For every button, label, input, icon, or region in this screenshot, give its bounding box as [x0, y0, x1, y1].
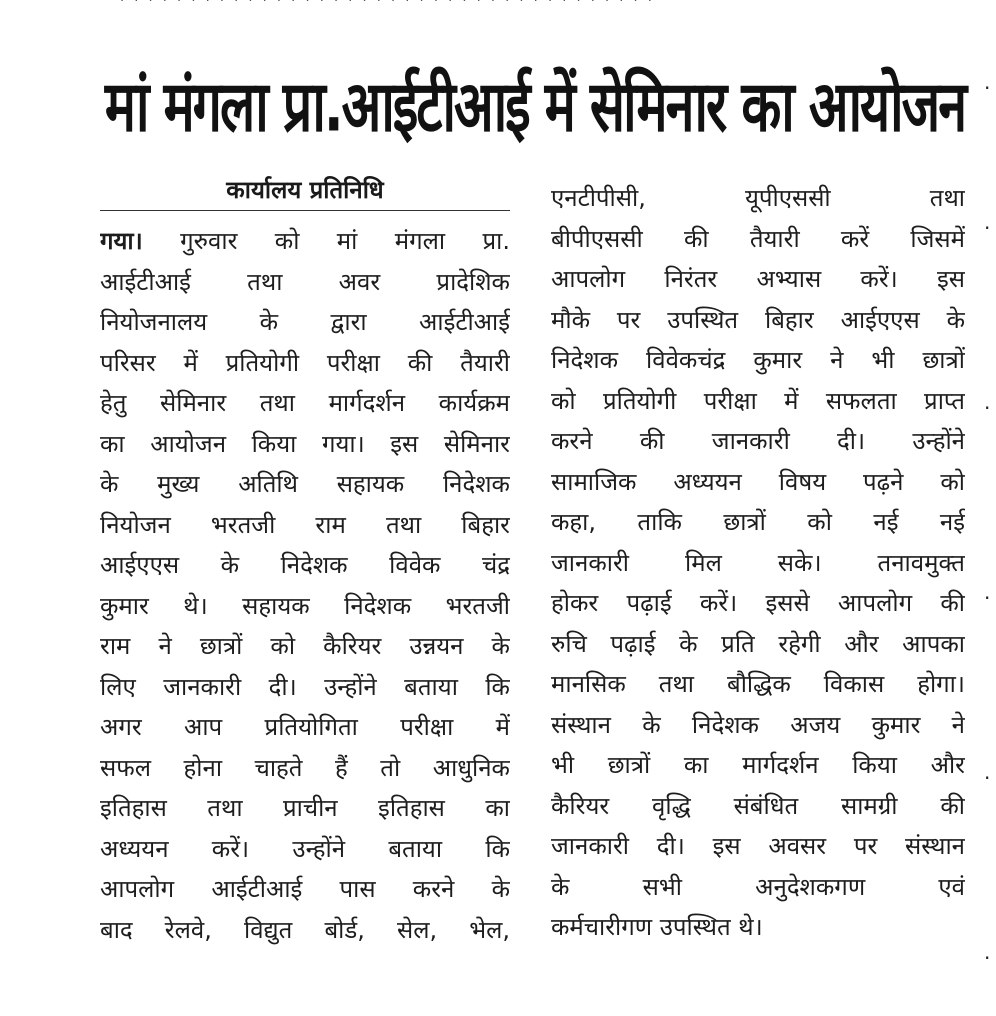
text-line: सामाजिक अध्ययन विषय पढ़ने को — [551, 467, 965, 496]
text-line: नियोजनालय के द्वारा आईटीआई — [100, 308, 510, 336]
text-line: आपलोग आईटीआई पास करने के — [100, 875, 510, 903]
byline: कार्यालय प्रतिनिधि — [226, 176, 384, 204]
adjacent-column-edge: . . . . . . — [984, 70, 991, 964]
article-column-left — [100, 221, 510, 950]
byline-divider — [100, 210, 510, 211]
text-line: नियोजन भरतजी राम तथा बिहार — [100, 510, 510, 539]
text-line: अगर आप प्रतियोगिता परीक्षा में — [100, 713, 510, 741]
text-line: कुमार थे। सहायक निदेशक भरतजी — [100, 591, 510, 620]
text-line: इतिहास तथा प्राचीन इतिहास का — [100, 794, 510, 822]
text-line: परिसर में प्रतियोगी परीक्षा की तैयारी — [100, 348, 510, 377]
text-line: कर्मचारीगण उपस्थित थे। — [551, 913, 763, 941]
text-line: का आयोजन किया गया। इस सेमिनार — [100, 429, 510, 458]
text-line: करने की जानकारी दी। उन्होंने — [551, 427, 965, 455]
text-line: मौके पर उपस्थित बिहार आईएएस के — [551, 305, 965, 334]
text-line: कैरियर वृद्धि संबंधित सामग्री की — [551, 791, 965, 820]
previous-article-strip: · · · · · · · · · · · · · · · · · · · · · · · · · · · · · · · · · · · · · · — [120, 0, 655, 9]
text-line: हेतु सेमिनार तथा मार्गदर्शन कार्यक्रम — [100, 389, 510, 417]
text-line: कहा, ताकि छात्रों को नई नई — [551, 508, 965, 536]
text-line: जानकारी दी। इस अवसर पर संस्थान — [551, 832, 965, 860]
text-line: रुचि पढ़ाई के प्रति रहेगी और आपका — [551, 629, 965, 658]
article-headline: मां मंगला प्रा.आईटीआई में सेमिनार का आयोजन — [104, 67, 966, 148]
dateline: गया। — [100, 227, 143, 255]
text-line: आपलोग निरंतर अभ्यास करें। इस — [551, 265, 965, 293]
text-line: मानसिक तथा बौद्धिक विकास होगा। — [551, 670, 965, 698]
text-line: आईएएस के निदेशक विवेक चंद्र — [100, 551, 510, 579]
text-line: बाद रेलवे, विद्युत बोर्ड, सेल, भेल, — [100, 915, 510, 944]
text-line: आईटीआई तथा अवर प्रादेशिक — [100, 267, 510, 296]
next-article-headline-cropped — [560, 992, 960, 1016]
text-line: राम ने छात्रों को कैरियर उन्नयन के — [100, 632, 510, 660]
text-line: गया। गुरुवार को मां मंगला प्रा. — [100, 227, 510, 255]
text-line: के मुख्य अतिथि सहायक निदेशक — [100, 470, 510, 498]
article-column-right — [551, 178, 965, 948]
text-line: के सभी अनुदेशकगण एवं — [551, 872, 965, 901]
text-line: होकर पढ़ाई करें। इससे आपलोग की — [551, 589, 965, 617]
text-line: अध्ययन करें। उन्होंने बताया कि — [100, 834, 510, 863]
text-line: जानकारी मिल सके। तनावमुक्त — [551, 548, 965, 577]
text-line: निदेशक विवेकचंद्र कुमार ने भी छात्रों — [551, 346, 965, 374]
text-line: सफल होना चाहते हैं तो आधुनिक — [100, 753, 510, 782]
text-line: भी छात्रों का मार्गदर्शन किया और — [551, 751, 965, 779]
text-line: लिए जानकारी दी। उन्होंने बताया कि — [100, 672, 510, 701]
text-line: संस्थान के निदेशक अजय कुमार ने — [551, 710, 965, 739]
text-line: एनटीपीसी, यूपीएससी तथा — [551, 184, 965, 212]
text-line: को प्रतियोगी परीक्षा में सफलता प्राप्त — [551, 386, 965, 415]
text-line: बीपीएससी की तैयारी करें जिसमें — [551, 224, 965, 253]
